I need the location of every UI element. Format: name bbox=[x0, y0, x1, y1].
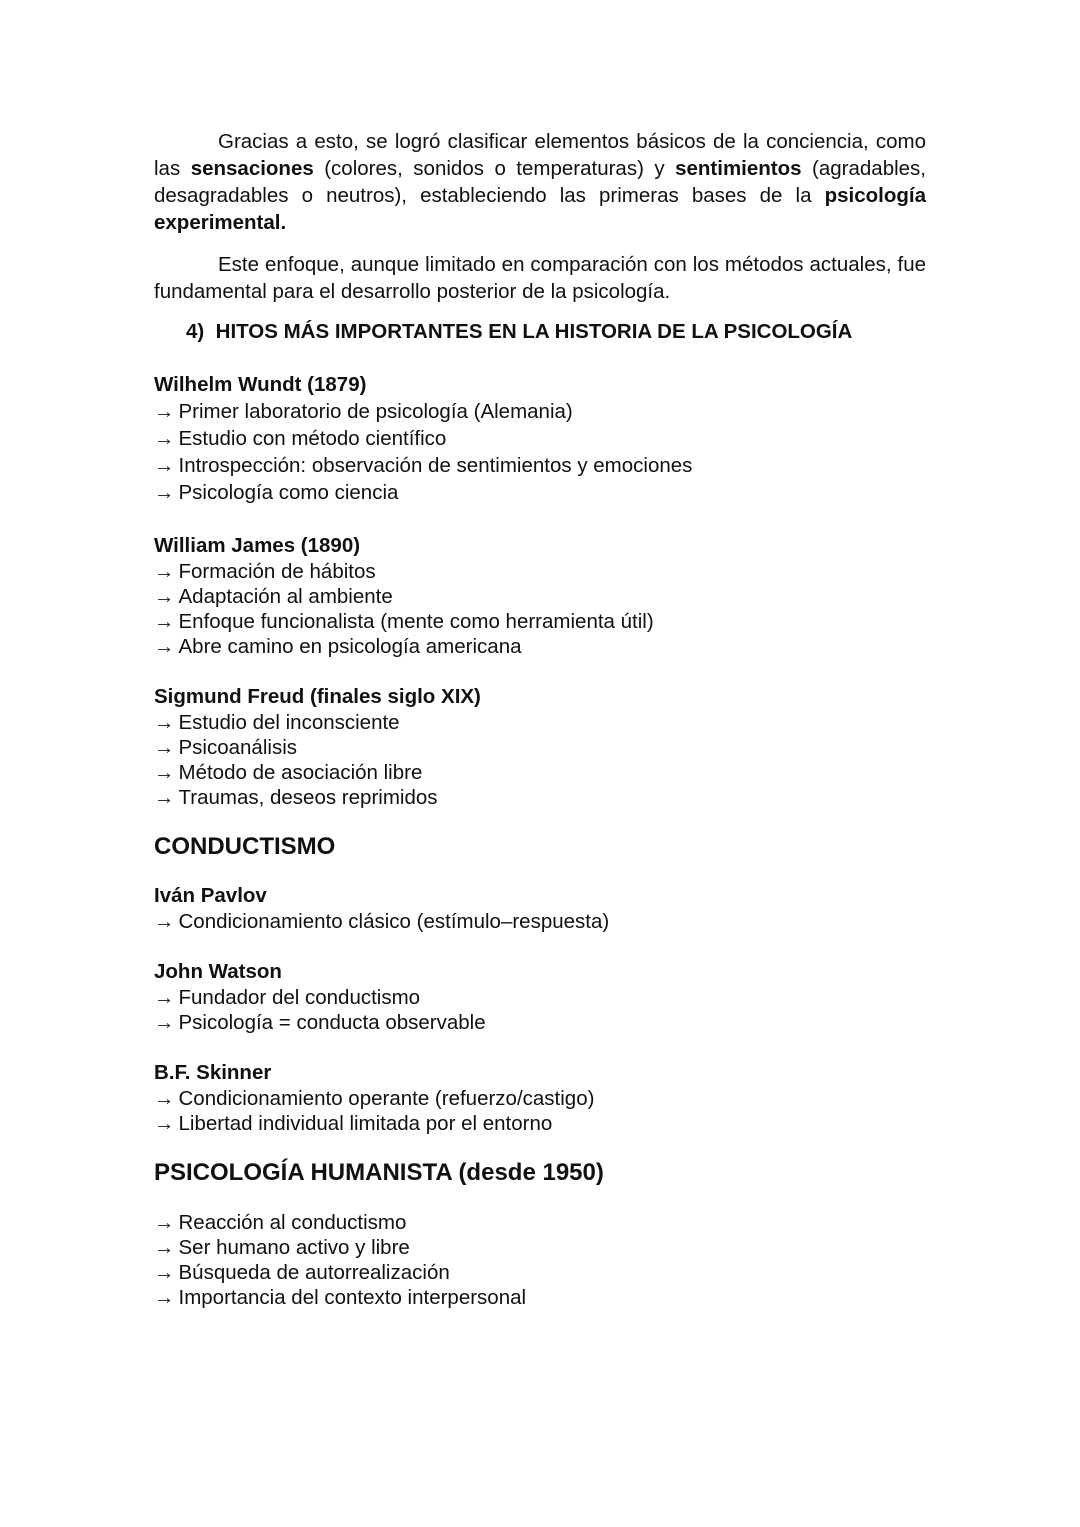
arrow-icon: → bbox=[154, 1112, 175, 1135]
list-item: → Introspección: observación de sentimientos y emociones bbox=[154, 454, 693, 477]
list-item: → Enfoque funcionalista (mente como herramienta útil) bbox=[154, 610, 654, 633]
arrow-icon: → bbox=[154, 761, 175, 784]
list-item: → Importancia del contexto interpersonal bbox=[154, 1286, 527, 1309]
arrow-icon: → bbox=[154, 454, 175, 477]
arrow-icon: → bbox=[154, 711, 175, 734]
block-title-watson: John Watson bbox=[154, 960, 282, 983]
block-title-skinner: B.F. Skinner bbox=[154, 1061, 272, 1084]
block-wundt bbox=[154, 371, 926, 506]
list-item: → Formación de hábitos bbox=[154, 560, 376, 583]
list-item: → Psicología = conducta observable bbox=[154, 1011, 486, 1034]
list-item: → Condicionamiento clásico (estímulo–respuesta) bbox=[154, 910, 610, 933]
intro-paragraph-1 bbox=[154, 128, 926, 236]
list-item: → Libertad individual limitada por el entorno bbox=[154, 1112, 553, 1135]
arrow-icon: → bbox=[154, 1087, 175, 1110]
text-run: Gracias a esto, se logró clasificar elementos básicos de la conciencia, como las bbox=[154, 130, 926, 180]
section-title-text: HITOS MÁS IMPORTANTES EN LA HISTORIA DE LA PSICOLOGÍA bbox=[215, 320, 853, 343]
heading-conductismo: CONDUCTISMO bbox=[154, 833, 336, 860]
arrow-icon: → bbox=[154, 560, 175, 583]
block-watson bbox=[154, 958, 926, 1035]
arrow-icon: → bbox=[154, 1261, 175, 1284]
arrow-icon: → bbox=[154, 1286, 175, 1309]
list-item: → Abre camino en psicología americana bbox=[154, 635, 522, 658]
list-item: → Estudio del inconsciente bbox=[154, 711, 400, 734]
arrow-icon: → bbox=[154, 1236, 175, 1259]
block-title-freud: Sigmund Freud (finales siglo XIX) bbox=[154, 685, 481, 708]
heading-humanista: PSICOLOGÍA HUMANISTA (desde 1950) bbox=[154, 1159, 604, 1186]
document-page bbox=[154, 128, 926, 1310]
arrow-icon: → bbox=[154, 635, 175, 658]
block-freud bbox=[154, 683, 926, 810]
intro-paragraph-2 bbox=[154, 251, 926, 305]
block-pavlov bbox=[154, 882, 926, 934]
section-number: 4) bbox=[186, 320, 205, 343]
arrow-icon: → bbox=[154, 585, 175, 608]
arrow-icon: → bbox=[154, 427, 175, 450]
arrow-icon: → bbox=[154, 736, 175, 759]
arrow-icon: → bbox=[154, 986, 175, 1009]
list-item: → Fundador del conductismo bbox=[154, 986, 421, 1009]
arrow-icon: → bbox=[154, 910, 175, 933]
text-run: Este enfoque, aunque limitado en comparación con los métodos actuales, fue fundamental para el desarrollo posterior de la psicología. bbox=[154, 253, 926, 303]
block-james bbox=[154, 532, 926, 659]
list-item: → Búsqueda de autorrealización bbox=[154, 1261, 450, 1284]
arrow-icon: → bbox=[154, 400, 175, 423]
list-item: → Estudio con método científico bbox=[154, 427, 447, 450]
section-heading-4 bbox=[186, 319, 926, 345]
list-item: → Psicoanálisis bbox=[154, 736, 297, 759]
bold-term-psicologia-experimental: psicología experimental. bbox=[154, 184, 926, 234]
block-title-james: William James (1890) bbox=[154, 534, 361, 557]
arrow-icon: → bbox=[154, 610, 175, 633]
block-skinner bbox=[154, 1059, 926, 1136]
arrow-icon: → bbox=[154, 1011, 175, 1034]
list-item: → Primer laboratorio de psicología (Alemania) bbox=[154, 400, 573, 423]
text-run: (agradables, desagradables o neutros), estableciendo las primeras bases de la bbox=[154, 157, 926, 207]
list-item: → Adaptación al ambiente bbox=[154, 585, 393, 608]
list-item: → Psicología como ciencia bbox=[154, 481, 399, 504]
list-item: → Ser humano activo y libre bbox=[154, 1236, 410, 1259]
arrow-icon: → bbox=[154, 1211, 175, 1234]
bold-term-sensaciones: sensaciones bbox=[190, 157, 314, 180]
arrow-icon: → bbox=[154, 481, 175, 504]
list-item: → Método de asociación libre bbox=[154, 761, 423, 784]
block-title-pavlov: Iván Pavlov bbox=[154, 884, 267, 907]
list-item: → Traumas, deseos reprimidos bbox=[154, 786, 438, 809]
bold-term-sentimientos: sentimientos bbox=[675, 157, 802, 180]
block-title-wundt: Wilhelm Wundt (1879) bbox=[154, 373, 367, 396]
list-item: → Condicionamiento operante (refuerzo/castigo) bbox=[154, 1087, 595, 1110]
text-run: (colores, sonidos o temperaturas) y bbox=[313, 157, 676, 180]
block-humanista bbox=[154, 1210, 926, 1310]
arrow-icon: → bbox=[154, 786, 175, 809]
list-item: → Reacción al conductismo bbox=[154, 1211, 407, 1234]
